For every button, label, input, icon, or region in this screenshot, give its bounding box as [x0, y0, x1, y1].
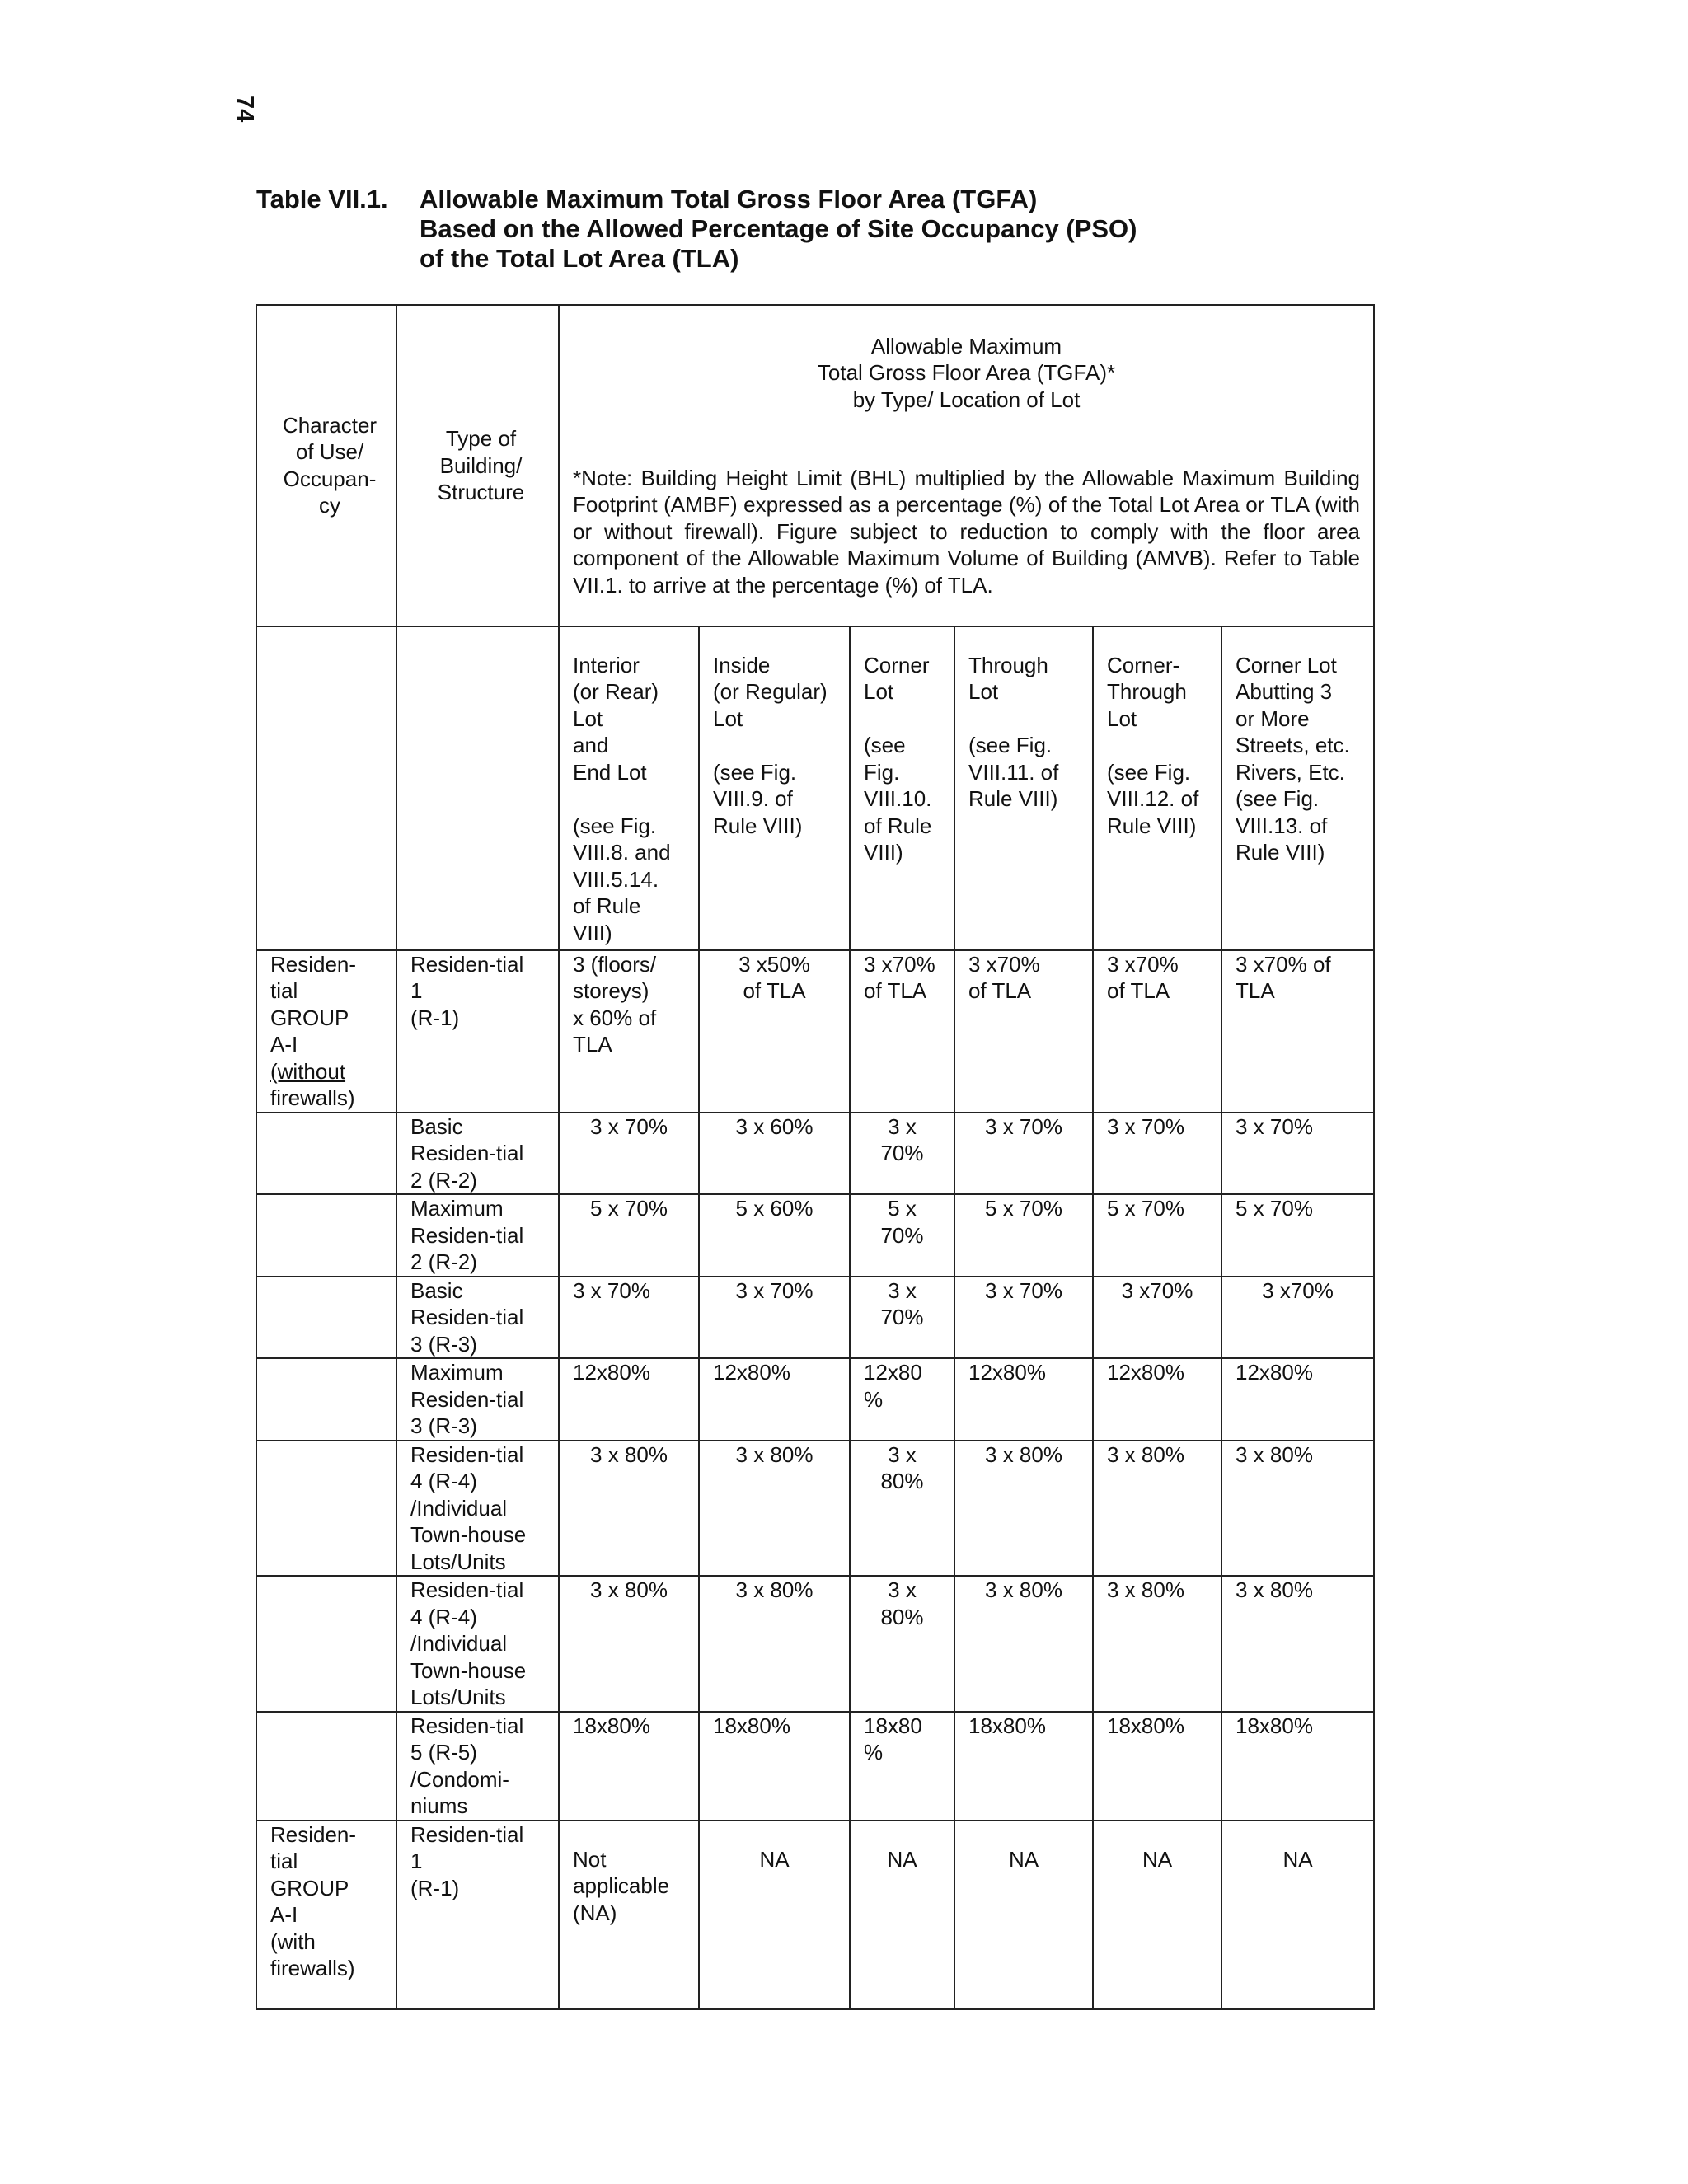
- value-cell: 3 x 70%: [850, 1277, 954, 1359]
- type-cell: Maximum Residen-tial 2 (R-2): [396, 1194, 559, 1277]
- value-cell: NA: [1093, 1821, 1221, 2009]
- page-number: 74: [232, 96, 258, 123]
- character-cell: Residen- tial GROUP A-I (with firewalls): [256, 1821, 396, 2009]
- caption-title-line: Based on the Allowed Percentage of Site Occupancy (PSO): [420, 214, 1137, 243]
- value-cell: 3 x70% of TLA: [850, 950, 954, 1113]
- value-cell: 3 x 80%: [1093, 1441, 1221, 1577]
- value-cell: 3 x 80%: [699, 1441, 850, 1577]
- value-cell: 12x80%: [954, 1358, 1093, 1441]
- type-cell: Residen-tial 1 (R-1): [396, 1821, 559, 2009]
- header-type-of-building: Type of Building/ Structure: [396, 305, 559, 626]
- value-cell: 3 x70%: [1221, 1277, 1374, 1359]
- value-cell: 3 x 70%: [850, 1113, 954, 1195]
- character-cell: [256, 1194, 396, 1277]
- value-cell: 3 x 80%: [559, 1441, 699, 1577]
- caption-title-line: of the Total Lot Area (TLA): [420, 244, 739, 273]
- value-cell: 3 x 70%: [954, 1113, 1093, 1195]
- character-cell: [256, 1358, 396, 1441]
- value-cell: 3 x 80%: [850, 1576, 954, 1712]
- value-cell: 18x80%: [954, 1712, 1093, 1821]
- empty-cell: [256, 626, 396, 950]
- value-cell: 3 x 70%: [559, 1277, 699, 1359]
- value-cell: NA: [1221, 1821, 1374, 2009]
- character-cell: [256, 1712, 396, 1821]
- value-cell: 3 x50% of TLA: [699, 950, 850, 1113]
- value-cell: 3 x 80%: [954, 1441, 1093, 1577]
- tgfa-table: [256, 304, 1375, 2010]
- type-cell: Residen-tial 5 (R-5) /Condomi- niums: [396, 1712, 559, 1821]
- value-cell: 3 x70%: [1093, 1277, 1221, 1359]
- value-cell: 18x80%: [699, 1712, 850, 1821]
- value-cell: 5 x 60%: [699, 1194, 850, 1277]
- value-cell: 12x80%: [1221, 1358, 1374, 1441]
- value-cell: 3 x 70%: [954, 1277, 1093, 1359]
- value-cell: 5 x 70%: [954, 1194, 1093, 1277]
- tgfa-note: *Note: Building Height Limit (BHL) multiplied by the Allowable Maximum Building Footprint (AMBF) expressed as a percentage (%) of the Total Lot Area or TLA (with or without firewall). Figure subject to reduction to comply with the floor area component of the Allowable Maximum Volume of Building (AMVB). Refer to Table VII.1. to arrive at the percentage (%) of TLA.: [573, 465, 1361, 598]
- value-cell: 3 x 70%: [1093, 1113, 1221, 1195]
- caption-title-line: Allowable Maximum Total Gross Floor Area (TGFA): [420, 185, 1038, 213]
- value-cell: NA: [954, 1821, 1093, 2009]
- empty-cell: [396, 626, 559, 950]
- type-cell: Residen-tial 1 (R-1): [396, 950, 559, 1113]
- lot-type-interior: Interior (or Rear) Lot and End Lot (see Fig. VIII.8. and VIII.5.14. of Rule VIII): [559, 626, 699, 950]
- character-text: Residen- tial GROUP A-I: [270, 951, 357, 1057]
- table-row: [256, 1441, 1374, 1577]
- character-cell: [256, 1576, 396, 1712]
- tgfa-table-container: [256, 304, 1373, 2010]
- table-row: [256, 950, 1374, 1113]
- lot-type-inside: Inside (or Regular) Lot (see Fig. VIII.9. of Rule VIII): [699, 626, 850, 950]
- character-cell: [256, 1441, 396, 1577]
- header-row: [256, 305, 1374, 626]
- lot-type-corner-through: Corner- Through Lot (see Fig. VIII.12. of Rule VIII): [1093, 626, 1221, 950]
- character-cell: [256, 950, 396, 1113]
- character-cell: [256, 1113, 396, 1195]
- type-cell: Residen-tial 4 (R-4) /Individual Town-house Lots/Units: [396, 1576, 559, 1712]
- value-cell: 3 x70% of TLA: [1221, 950, 1374, 1113]
- lot-type-through: Through Lot (see Fig. VIII.11. of Rule VIII): [954, 626, 1093, 950]
- value-cell: 3 x 70%: [559, 1113, 699, 1195]
- table-row: [256, 1277, 1374, 1359]
- character-underlined-text: (without: [270, 1058, 346, 1084]
- table-row: [256, 1113, 1374, 1195]
- value-cell: 3 x 80%: [699, 1576, 850, 1712]
- value-cell: 12x80%: [699, 1358, 850, 1441]
- value-cell: 3 x 80%: [1221, 1441, 1374, 1577]
- value-cell: 5 x 70%: [1221, 1194, 1374, 1277]
- tgfa-title: Allowable Maximum Total Gross Floor Area (TGFA)* by Type/ Location of Lot: [817, 333, 1116, 412]
- value-cell: 12x80 %: [850, 1358, 954, 1441]
- table-row: [256, 1194, 1374, 1277]
- header-character-of-use: Character of Use/ Occupan- cy: [256, 305, 396, 626]
- value-cell: 5 x 70%: [850, 1194, 954, 1277]
- value-cell: 3 x 80%: [850, 1441, 954, 1577]
- character-tail-text: firewalls): [270, 1085, 355, 1110]
- value-cell: 3 x70% of TLA: [1093, 950, 1221, 1113]
- value-cell: Not applicable (NA): [559, 1821, 699, 2009]
- type-cell: Basic Residen-tial 3 (R-3): [396, 1277, 559, 1359]
- type-cell: Basic Residen-tial 2 (R-2): [396, 1113, 559, 1195]
- type-cell: Residen-tial 4 (R-4) /Individual Town-house Lots/Units: [396, 1441, 559, 1577]
- value-cell: 18x80%: [1093, 1712, 1221, 1821]
- header-tgfa: [559, 305, 1374, 626]
- value-cell: 18x80%: [559, 1712, 699, 1821]
- lot-type-row: [256, 626, 1374, 950]
- table-row: [256, 1821, 1374, 2009]
- value-cell: 5 x 70%: [559, 1194, 699, 1277]
- table-row: [256, 1358, 1374, 1441]
- value-cell: 3 (floors/ storeys) x 60% of TLA: [559, 950, 699, 1113]
- type-cell: Maximum Residen-tial 3 (R-3): [396, 1358, 559, 1441]
- value-cell: NA: [699, 1821, 850, 2009]
- value-cell: 12x80%: [1093, 1358, 1221, 1441]
- value-cell: 12x80%: [559, 1358, 699, 1441]
- value-cell: NA: [850, 1821, 954, 2009]
- value-cell: 3 x 80%: [1221, 1576, 1374, 1712]
- character-cell: [256, 1277, 396, 1359]
- value-cell: 3 x 70%: [699, 1277, 850, 1359]
- value-cell: 3 x 60%: [699, 1113, 850, 1195]
- value-cell: 3 x 80%: [1093, 1576, 1221, 1712]
- value-cell: 18x80 %: [850, 1712, 954, 1821]
- lot-type-corner: Corner Lot (see Fig. VIII.10. of Rule VIII): [850, 626, 954, 950]
- table-row: [256, 1576, 1374, 1712]
- table-caption-label: Table VII.1.: [256, 185, 388, 213]
- value-cell: 3 x 80%: [954, 1576, 1093, 1712]
- lot-type-corner-abutting: Corner Lot Abutting 3 or More Streets, etc. Rivers, Etc. (see Fig. VIII.13. of Rule VIII): [1221, 626, 1374, 950]
- value-cell: 3 x 70%: [1221, 1113, 1374, 1195]
- value-cell: 3 x70% of TLA: [954, 950, 1093, 1113]
- value-cell: 18x80%: [1221, 1712, 1374, 1821]
- value-cell: 5 x 70%: [1093, 1194, 1221, 1277]
- table-row: [256, 1712, 1374, 1821]
- table-caption-title: [420, 185, 1137, 274]
- value-cell: 3 x 80%: [559, 1576, 699, 1712]
